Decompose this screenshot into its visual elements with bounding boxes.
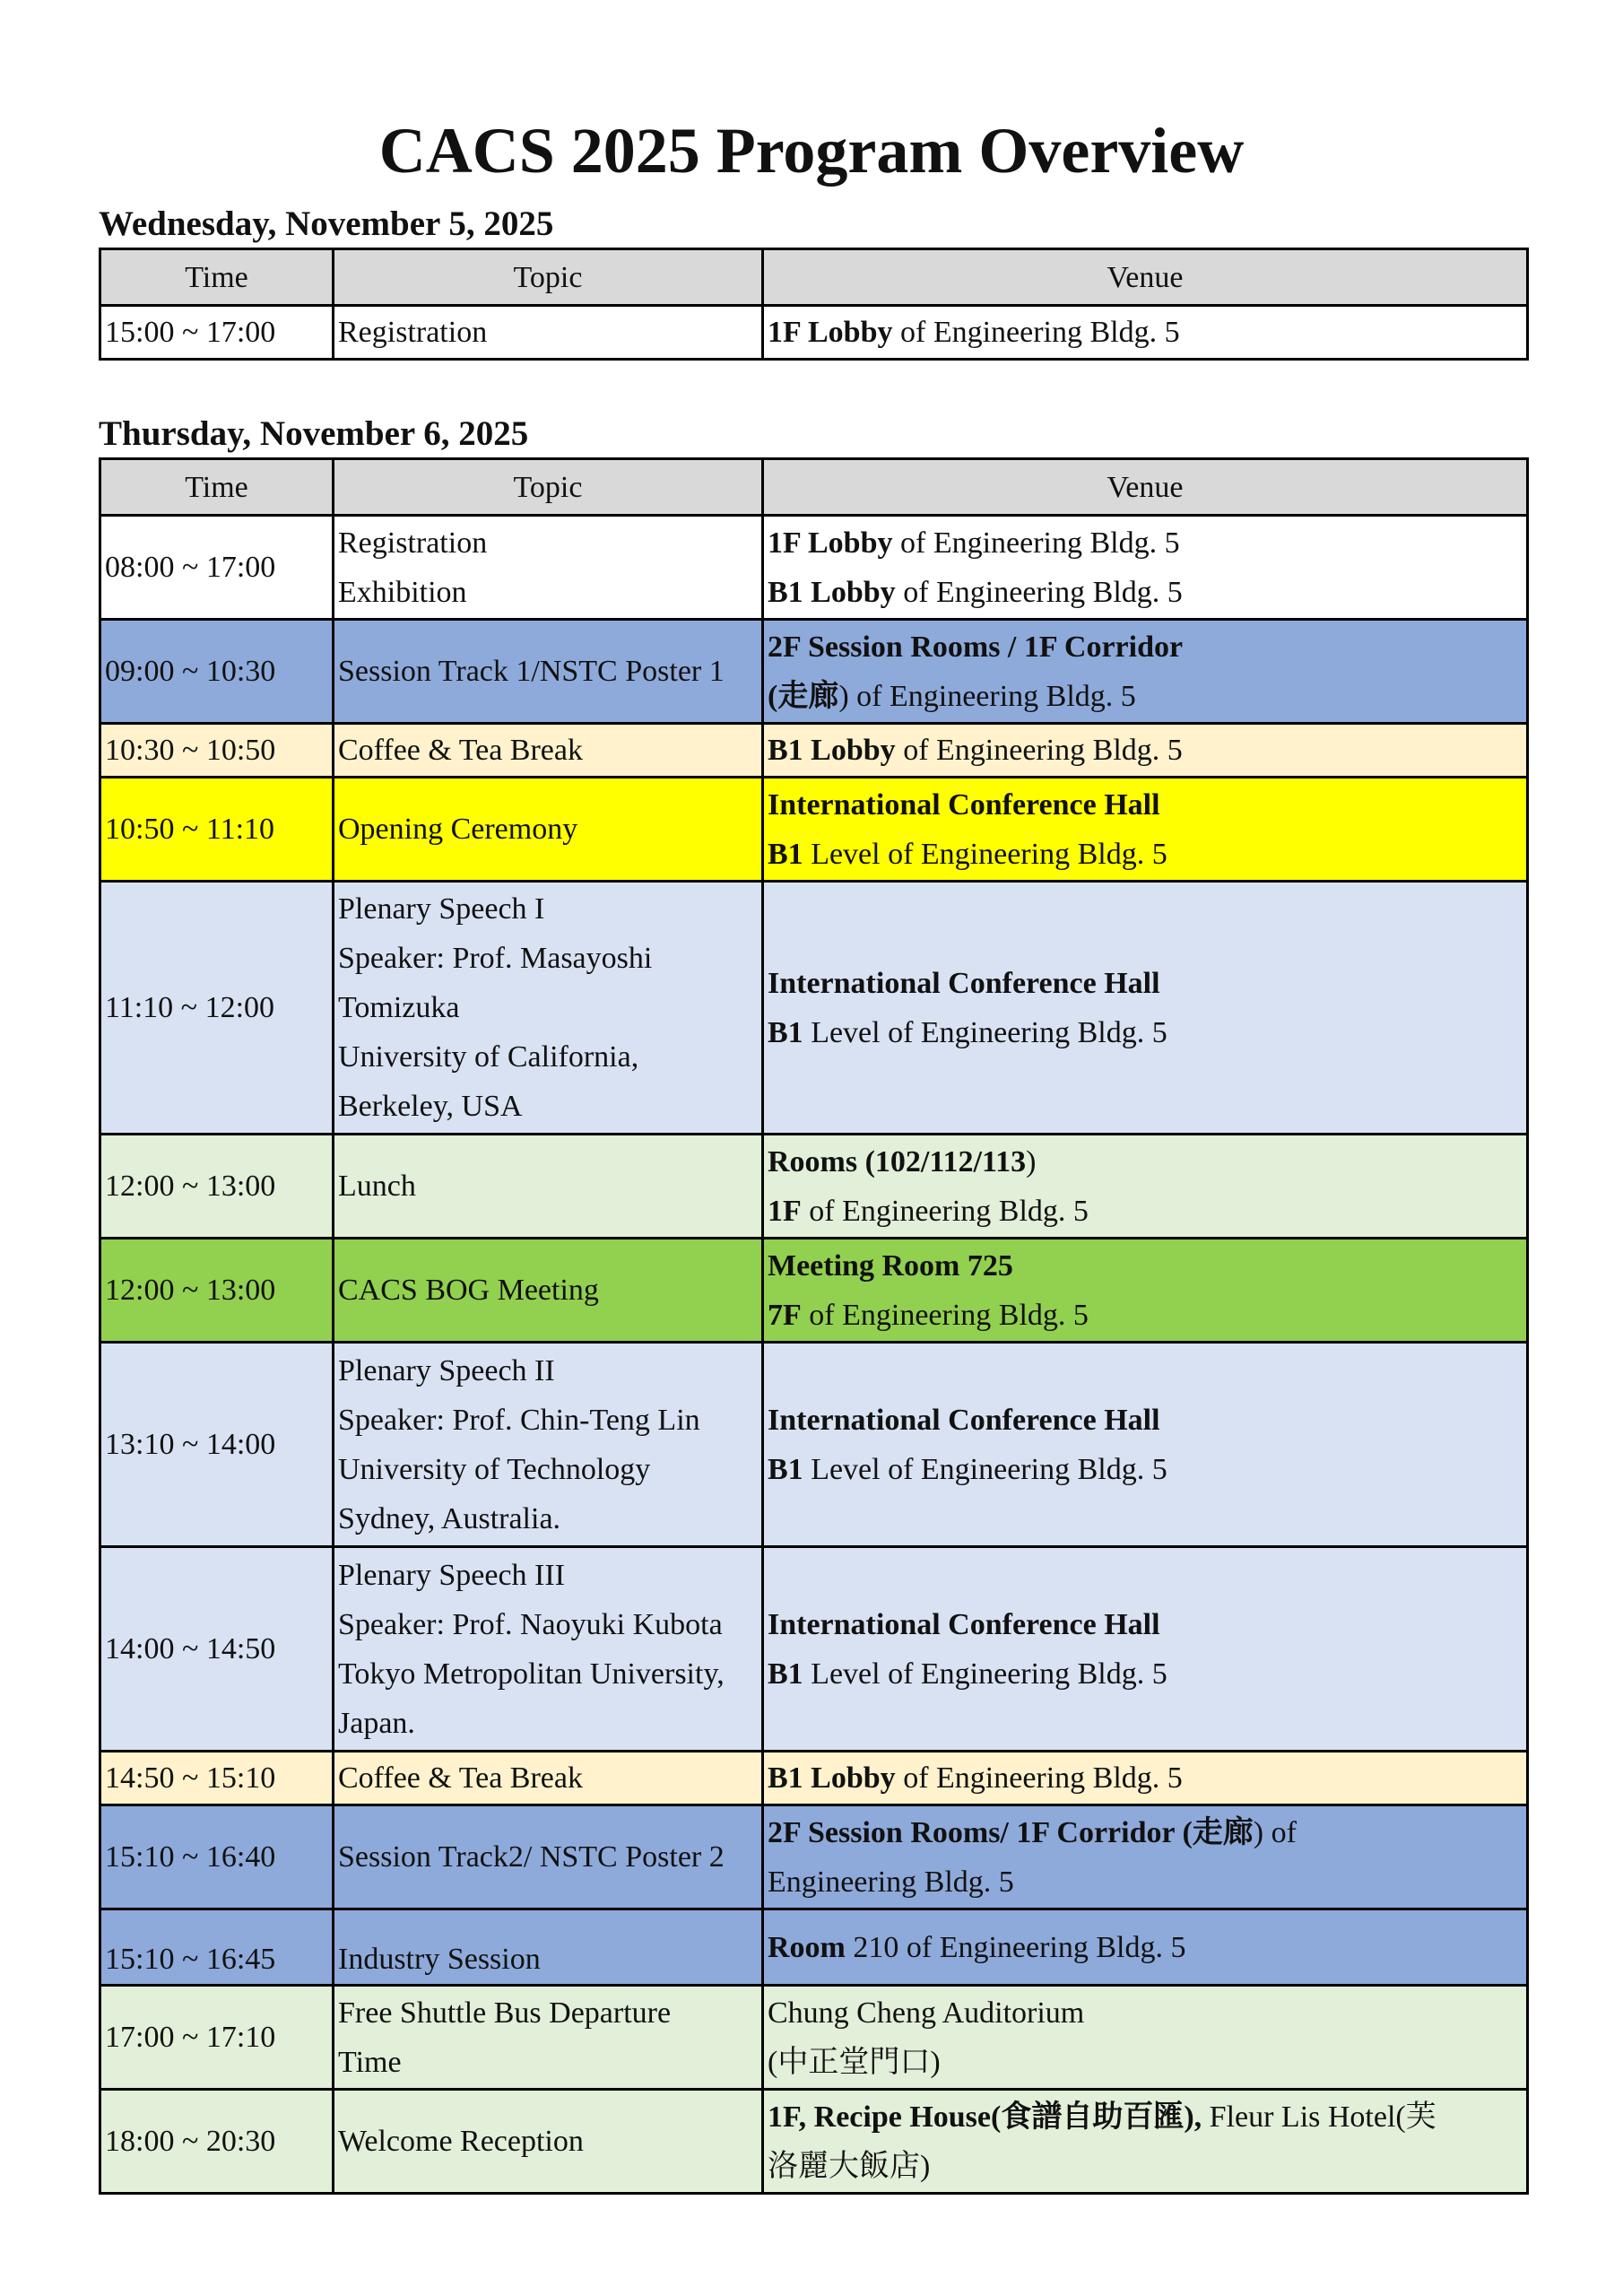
table-header-row — [100, 459, 1528, 516]
time-cell: 14:00 ~ 14:50 — [100, 1547, 334, 1752]
header-topic: Topic — [334, 459, 763, 516]
venue-cell: International Conference Hall B1 Level of Engineering Bldg. 5 — [763, 1343, 1528, 1547]
time-cell: 15:00 ~ 17:00 — [100, 306, 334, 360]
header-time: Time — [100, 249, 334, 306]
venue-cell: 2F Session Rooms / 1F Corridor (走廊) of Engineering Bldg. 5 — [763, 620, 1528, 724]
topic-cell: Lunch — [334, 1135, 763, 1239]
topic-cell: Registration Exhibition — [334, 516, 763, 620]
venue-cell: International Conference Hall B1 Level of Engineering Bldg. 5 — [763, 882, 1528, 1135]
time-cell: 13:10 ~ 14:00 — [100, 1343, 334, 1547]
table-row — [100, 516, 1528, 620]
table-row — [100, 778, 1528, 882]
header-venue: Venue — [763, 249, 1528, 306]
venue-cell: 1F Lobby of Engineering Bldg. 5 B1 Lobby of Engineering Bldg. 5 — [763, 516, 1528, 620]
schedule-table-wednesday — [99, 248, 1529, 361]
venue-cell: 1F Lobby of Engineering Bldg. 5 — [763, 306, 1528, 360]
venue-cell: International Conference Hall B1 Level of Engineering Bldg. 5 — [763, 778, 1528, 882]
topic-cell: CACS BOG Meeting — [334, 1239, 763, 1343]
schedule-table-thursday — [99, 457, 1529, 2195]
time-cell: 11:10 ~ 12:00 — [100, 882, 334, 1135]
table-row — [100, 306, 1528, 360]
table-row — [100, 2090, 1528, 2194]
time-cell: 12:00 ~ 13:00 — [100, 1135, 334, 1239]
venue-cell: Chung Cheng Auditorium (中正堂門口) — [763, 1986, 1528, 2090]
topic-cell: Plenary Speech II Speaker: Prof. Chin-Teng Lin University of Technology Sydney, Australia. — [334, 1343, 763, 1547]
table-row — [100, 1343, 1528, 1547]
header-venue: Venue — [763, 459, 1528, 516]
venue-cell: 1F, Recipe House(食譜自助百匯), Fleur Lis Hotel(芙 洛麗大飯店) — [763, 2090, 1528, 2194]
table-row — [100, 1909, 1528, 1986]
table-row — [100, 620, 1528, 724]
table-row — [100, 1986, 1528, 2090]
venue-cell: International Conference Hall B1 Level of Engineering Bldg. 5 — [763, 1547, 1528, 1752]
topic-cell: Coffee & Tea Break — [334, 1752, 763, 1805]
time-cell: 12:00 ~ 13:00 — [100, 1239, 334, 1343]
venue-cell: Meeting Room 725 7F of Engineering Bldg. 5 — [763, 1239, 1528, 1343]
day-heading-thursday: Thursday, November 6, 2025 — [99, 414, 529, 453]
time-cell: 09:00 ~ 10:30 — [100, 620, 334, 724]
header-time: Time — [100, 459, 334, 516]
topic-cell: Session Track 1/NSTC Poster 1 — [334, 620, 763, 724]
venue-cell: Room 210 of Engineering Bldg. 5 — [763, 1909, 1528, 1986]
table-header-row — [100, 249, 1528, 306]
time-cell: 15:10 ~ 16:45 — [100, 1909, 334, 1986]
topic-cell: Plenary Speech I Speaker: Prof. Masayoshi Tomizuka University of California, Berkeley, USA — [334, 882, 763, 1135]
table-row — [100, 882, 1528, 1135]
venue-cell: Rooms (102/112/113) 1F of Engineering Bldg. 5 — [763, 1135, 1528, 1239]
table-row — [100, 1752, 1528, 1805]
table-row — [100, 1547, 1528, 1752]
time-cell: 17:00 ~ 17:10 — [100, 1986, 334, 2090]
table-row — [100, 1805, 1528, 1909]
time-cell: 10:50 ~ 11:10 — [100, 778, 334, 882]
page-title: CACS 2025 Program Overview — [378, 115, 1245, 187]
topic-cell: Plenary Speech III Speaker: Prof. Naoyuki Kubota Tokyo Metropolitan University, Japan. — [334, 1547, 763, 1752]
topic-cell: Opening Ceremony — [334, 778, 763, 882]
topic-cell: Session Track2/ NSTC Poster 2 — [334, 1805, 763, 1909]
venue-cell: 2F Session Rooms/ 1F Corridor (走廊) of Engineering Bldg. 5 — [763, 1805, 1528, 1909]
time-cell: 08:00 ~ 17:00 — [100, 516, 334, 620]
table-row — [100, 724, 1528, 778]
time-cell: 18:00 ~ 20:30 — [100, 2090, 334, 2194]
topic-cell: Coffee & Tea Break — [334, 724, 763, 778]
topic-cell: Free Shuttle Bus Departure Time — [334, 1986, 763, 2090]
topic-cell: Industry Session — [334, 1909, 763, 1986]
topic-cell: Registration — [334, 306, 763, 360]
table-row — [100, 1239, 1528, 1343]
venue-cell: B1 Lobby of Engineering Bldg. 5 — [763, 1752, 1528, 1805]
table-row — [100, 1135, 1528, 1239]
time-cell: 14:50 ~ 15:10 — [100, 1752, 334, 1805]
header-topic: Topic — [334, 249, 763, 306]
venue-cell: B1 Lobby of Engineering Bldg. 5 — [763, 724, 1528, 778]
topic-cell: Welcome Reception — [334, 2090, 763, 2194]
time-cell: 15:10 ~ 16:40 — [100, 1805, 334, 1909]
time-cell: 10:30 ~ 10:50 — [100, 724, 334, 778]
day-heading-wednesday: Wednesday, November 5, 2025 — [99, 204, 554, 243]
